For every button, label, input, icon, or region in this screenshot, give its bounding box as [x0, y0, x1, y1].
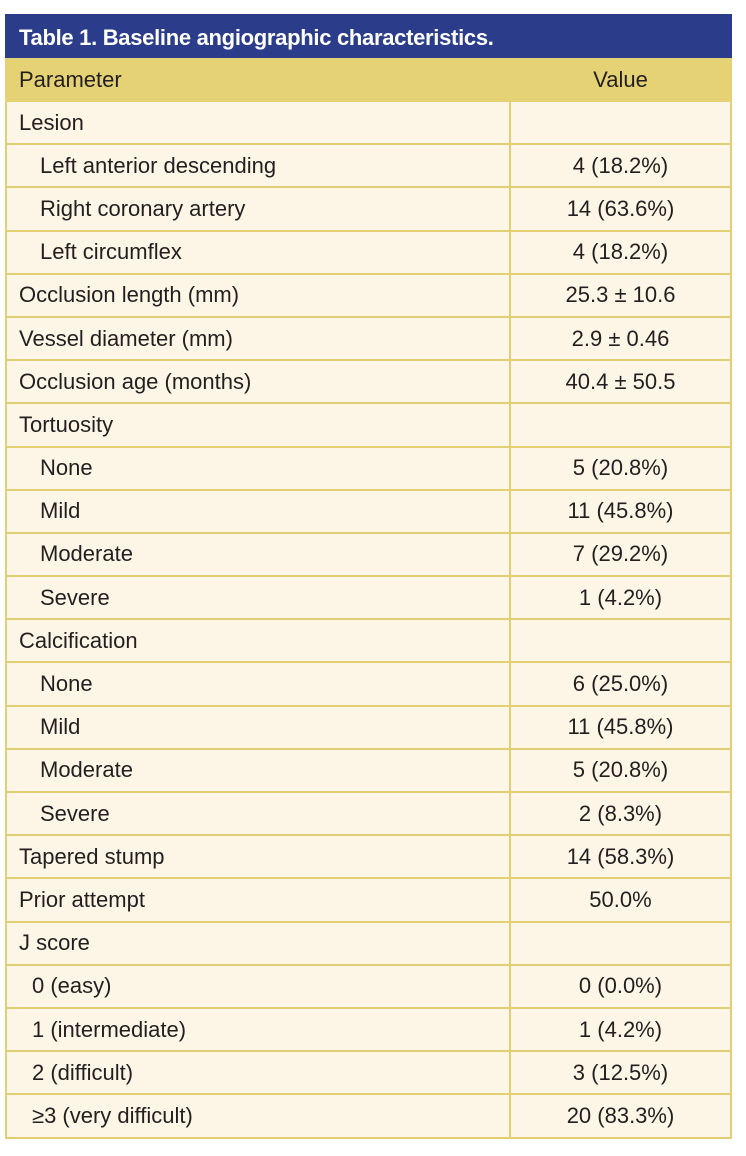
parameter-cell: Lesion	[7, 102, 511, 143]
table-row	[7, 705, 730, 748]
table-row	[7, 446, 730, 489]
parameter-cell: Moderate	[7, 750, 511, 791]
value-cell: 7 (29.2%)	[572, 541, 669, 567]
value-cell: 3 (12.5%)	[572, 1059, 669, 1085]
table-row	[7, 402, 730, 445]
table-row	[7, 748, 730, 791]
parameter-cell: Vessel diameter (mm)	[7, 318, 511, 359]
table-row	[7, 489, 730, 532]
table-row	[7, 791, 730, 834]
value-cell	[511, 620, 730, 661]
table-row	[7, 834, 730, 877]
value-cell: 4 (18.2%)	[572, 152, 669, 178]
value-cell: 14 (58.3%)	[566, 843, 675, 869]
parameter-cell: Right coronary artery	[7, 188, 511, 229]
value-cell	[511, 404, 730, 445]
parameter-cell: Occlusion age (months)	[7, 361, 511, 402]
value-cell: 2.9 ± 0.46	[571, 325, 670, 351]
baseline-angiographic-table	[5, 14, 732, 1139]
value-cell: 25.3 ± 10.6	[565, 282, 676, 308]
parameter-cell: Left anterior descending	[7, 145, 511, 186]
value-cell: 0 (0.0%)	[578, 973, 663, 999]
table-row	[7, 575, 730, 618]
parameter-cell: ≥3 (very difficult)	[7, 1095, 511, 1136]
table-row	[7, 143, 730, 186]
header-parameter: Parameter	[19, 67, 122, 92]
table-row	[7, 273, 730, 316]
value-cell: 1 (4.2%)	[578, 584, 663, 610]
table-row	[7, 618, 730, 661]
table-body	[5, 102, 732, 1139]
parameter-cell: Prior attempt	[7, 879, 511, 920]
parameter-cell: Severe	[7, 793, 511, 834]
parameter-cell: Mild	[7, 491, 511, 532]
table-row	[7, 1093, 730, 1136]
parameter-cell: J score	[7, 923, 511, 964]
value-cell: 14 (63.6%)	[566, 195, 675, 221]
parameter-cell: Tapered stump	[7, 836, 511, 877]
parameter-cell: Moderate	[7, 534, 511, 575]
table-row	[7, 230, 730, 273]
value-cell: 11 (45.8%)	[567, 498, 674, 524]
parameter-cell: 0 (easy)	[7, 966, 511, 1007]
value-cell: 11 (45.8%)	[567, 714, 674, 740]
parameter-cell: Occlusion length (mm)	[7, 275, 511, 316]
parameter-cell: None	[7, 448, 511, 489]
parameter-cell: Calcification	[7, 620, 511, 661]
value-cell: 50.0%	[589, 886, 652, 912]
table-row	[7, 102, 730, 143]
table-row	[7, 186, 730, 229]
parameter-cell: 1 (intermediate)	[7, 1009, 511, 1050]
table-row	[7, 359, 730, 402]
value-cell: 6 (25.0%)	[572, 671, 669, 697]
parameter-cell: None	[7, 663, 511, 704]
table-row	[7, 921, 730, 964]
table-row	[7, 316, 730, 359]
parameter-cell: Severe	[7, 577, 511, 618]
table-row	[7, 661, 730, 704]
parameter-cell: 2 (difficult)	[7, 1052, 511, 1093]
table-row	[7, 532, 730, 575]
value-cell	[511, 923, 730, 964]
table-row	[7, 964, 730, 1007]
value-cell: 4 (18.2%)	[572, 239, 669, 265]
value-cell: 2 (8.3%)	[578, 800, 663, 826]
table-title: Table 1. Baseline angiographic characteristics.	[5, 14, 732, 58]
value-cell: 5 (20.8%)	[572, 455, 669, 481]
value-cell: 20 (83.3%)	[566, 1102, 675, 1128]
table-row	[7, 1050, 730, 1093]
parameter-cell: Tortuosity	[7, 404, 511, 445]
parameter-cell: Mild	[7, 707, 511, 748]
table-row	[7, 1007, 730, 1050]
header-value: Value	[593, 67, 648, 92]
parameter-cell: Left circumflex	[7, 232, 511, 273]
value-cell: 5 (20.8%)	[572, 757, 669, 783]
value-cell: 1 (4.2%)	[578, 1016, 663, 1042]
value-cell: 40.4 ± 50.5	[565, 368, 676, 394]
table-row	[7, 877, 730, 920]
table-header-row	[5, 58, 732, 102]
value-cell	[511, 102, 730, 143]
